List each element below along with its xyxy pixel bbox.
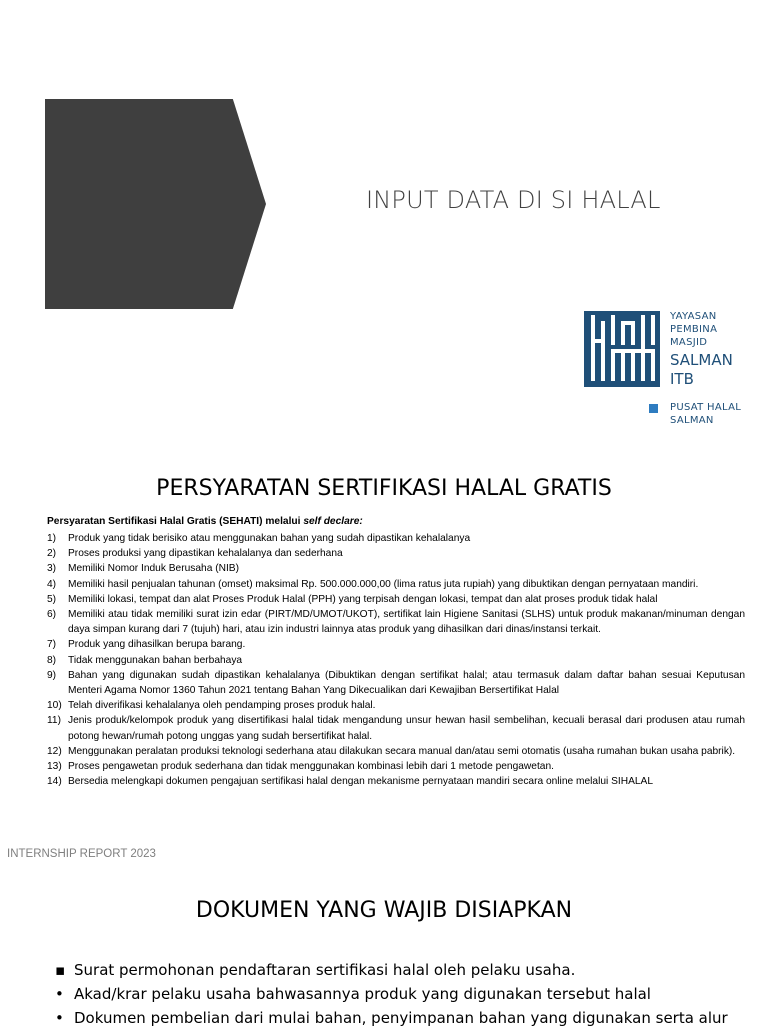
requirement-number: 14)	[47, 776, 62, 788]
logo-text-line2: PEMBINA	[670, 324, 718, 335]
logo-text-itb: ITB	[670, 370, 694, 388]
logo-text-salman: SALMAN	[670, 351, 733, 369]
requirement-item	[47, 592, 745, 607]
slide-title: INPUT DATA DI SI HALAL	[366, 186, 661, 214]
requirement-text: Proses pengawetan produk sederhana dan tidak menggunakan kombinasi lebih dari 1 metode pengawetan.	[68, 761, 554, 773]
requirement-text: Produk yang dihasilkan berupa barang.	[68, 639, 246, 651]
bullet-icon: •	[55, 985, 64, 1003]
intro-text: Persyaratan Sertifikasi Halal Gratis (SEHATI) melalui	[47, 516, 301, 527]
requirements-intro	[47, 516, 363, 527]
requirement-number: 11)	[47, 715, 61, 727]
requirement-number: 8)	[47, 654, 57, 666]
requirement-text: Memiliki hasil penjualan tahunan (omset) maksimal Rp. 500.000.000,00 (lima ratus juta rupiah) yang dibuktikan dengan pernyataan mandiri.	[68, 578, 699, 590]
salman-logo-icon	[584, 311, 660, 387]
requirement-text: Memiliki Nomor Induk Berusaha (NIB)	[68, 563, 239, 575]
bullet-icon: •	[55, 1009, 64, 1027]
requirement-number: 4)	[47, 578, 57, 590]
document-item	[55, 1006, 728, 1030]
requirement-number: 5)	[47, 593, 57, 605]
documents-heading: DOKUMEN YANG WAJIB DISIAPKAN	[195, 898, 573, 923]
intro-emphasis: self declare:	[303, 516, 363, 527]
requirement-item	[47, 531, 745, 546]
requirement-text: Memiliki lokasi, tempat dan alat Proses Produk Halal (PPH) yang terpisah dengan lokasi, tempat dan alat proses produk tidak halal	[68, 593, 658, 605]
requirements-slide	[0, 448, 768, 868]
chevron-shape	[45, 99, 266, 309]
document-text: Akad/krar pelaku usaha bahwasannya produk yang digunakan tersebut halal	[74, 985, 651, 1003]
requirement-text: Telah diverifikasi kehalalanya oleh pendamping proses produk halal.	[68, 700, 376, 712]
requirement-number: 13)	[47, 761, 62, 773]
requirement-text: Produk yang tidak berisiko atau menggunakan bahan yang sudah dipastikan kehalalanya	[68, 533, 471, 544]
logo-text-line1: YAYASAN	[670, 311, 717, 322]
requirement-number: 3)	[47, 563, 57, 575]
documents-slide	[0, 868, 768, 1027]
document-text: Surat permohonan pendaftaran sertifikasi halal oleh pelaku usaha.	[74, 961, 576, 979]
requirement-text: Bahan yang digunakan sudah dipastikan kehalalanya (Dibuktikan dengan sertifikat halal; atau termasuk dalam daftar bahan sesuai Keputusan Menteri Agama Nomor 1360 Tahun 2021 tentang Bahan Yang Dikecualikan dari Kewajiban Bersertifikat Halal	[68, 669, 745, 697]
title-slide	[0, 0, 768, 448]
requirement-text: Tidak menggunakan bahan berbahaya	[68, 654, 243, 666]
requirement-number: 7)	[47, 639, 57, 651]
requirement-text: Jenis produk/kelompok produk yang disertifikasi halal tidak mengandung unsur hewan hasil sembelihan, kecuali berasal dari produsen atau rumah potong hewan/rumah potong unggas yang sudah bersertifikat halal.	[68, 715, 745, 742]
requirement-number: 1)	[47, 533, 57, 544]
requirement-item	[47, 561, 745, 576]
requirement-text: Menggunakan peralatan produksi teknologi sederhana atau dilakukan secara manual dan/atau semi otomatis (usaha rumahan bukan usaha pabrik).	[68, 745, 736, 757]
document-text: Dokumen pembelian dari mulai bahan, penyimpanan bahan yang digunakan serta alur	[74, 1009, 728, 1027]
requirement-item	[47, 577, 745, 592]
requirement-item	[47, 607, 745, 637]
requirements-heading: PERSYARATAN SERTIFIKASI HALAL GRATIS	[156, 476, 612, 501]
requirement-number: 9)	[47, 669, 57, 681]
requirement-item	[47, 744, 745, 759]
requirement-item	[47, 774, 745, 789]
requirement-item	[47, 713, 745, 743]
logo-text-line3: MASJID	[670, 337, 708, 348]
center-name-line2: SALMAN	[670, 415, 714, 426]
document-item	[55, 958, 728, 982]
requirement-number: 12)	[47, 745, 62, 757]
requirement-number: 6)	[47, 609, 57, 621]
footer-text: INTERNSHIP REPORT 2023	[7, 848, 156, 860]
center-square-icon	[649, 404, 658, 413]
requirement-number: 10)	[47, 700, 62, 712]
requirement-item	[47, 653, 745, 668]
documents-list	[55, 958, 728, 1030]
requirement-text: Proses produksi yang dipastikan kehalalanya dan sederhana	[68, 548, 343, 560]
requirement-item	[47, 698, 745, 713]
center-name-line1: PUSAT HALAL	[670, 402, 742, 413]
document-item	[55, 982, 728, 1006]
requirement-text: Bersedia melengkapi dokumen pengajuan sertifikasi halal dengan mekanisme pernyataan mandiri secara online melalui SIHALAL	[68, 776, 653, 788]
requirements-list	[47, 531, 745, 789]
requirement-item	[47, 637, 745, 652]
requirement-item	[47, 546, 745, 561]
bullet-icon: ▪	[55, 961, 66, 979]
requirement-item	[47, 759, 745, 774]
requirement-item	[47, 668, 745, 698]
requirement-text: Memiliki atau tidak memiliki surat izin edar (PIRT/MD/UMOT/UKOT), sertifikat lain Higiene Sanitasi (SLHS) untuk produk makanan/minuman dengan daya simpan kurang dari 7 (tujuh) hari, atau izin industri lainnya atas produk yang dihasilkan dari dinas/instansi terkait.	[68, 609, 745, 636]
requirement-number: 2)	[47, 548, 57, 560]
